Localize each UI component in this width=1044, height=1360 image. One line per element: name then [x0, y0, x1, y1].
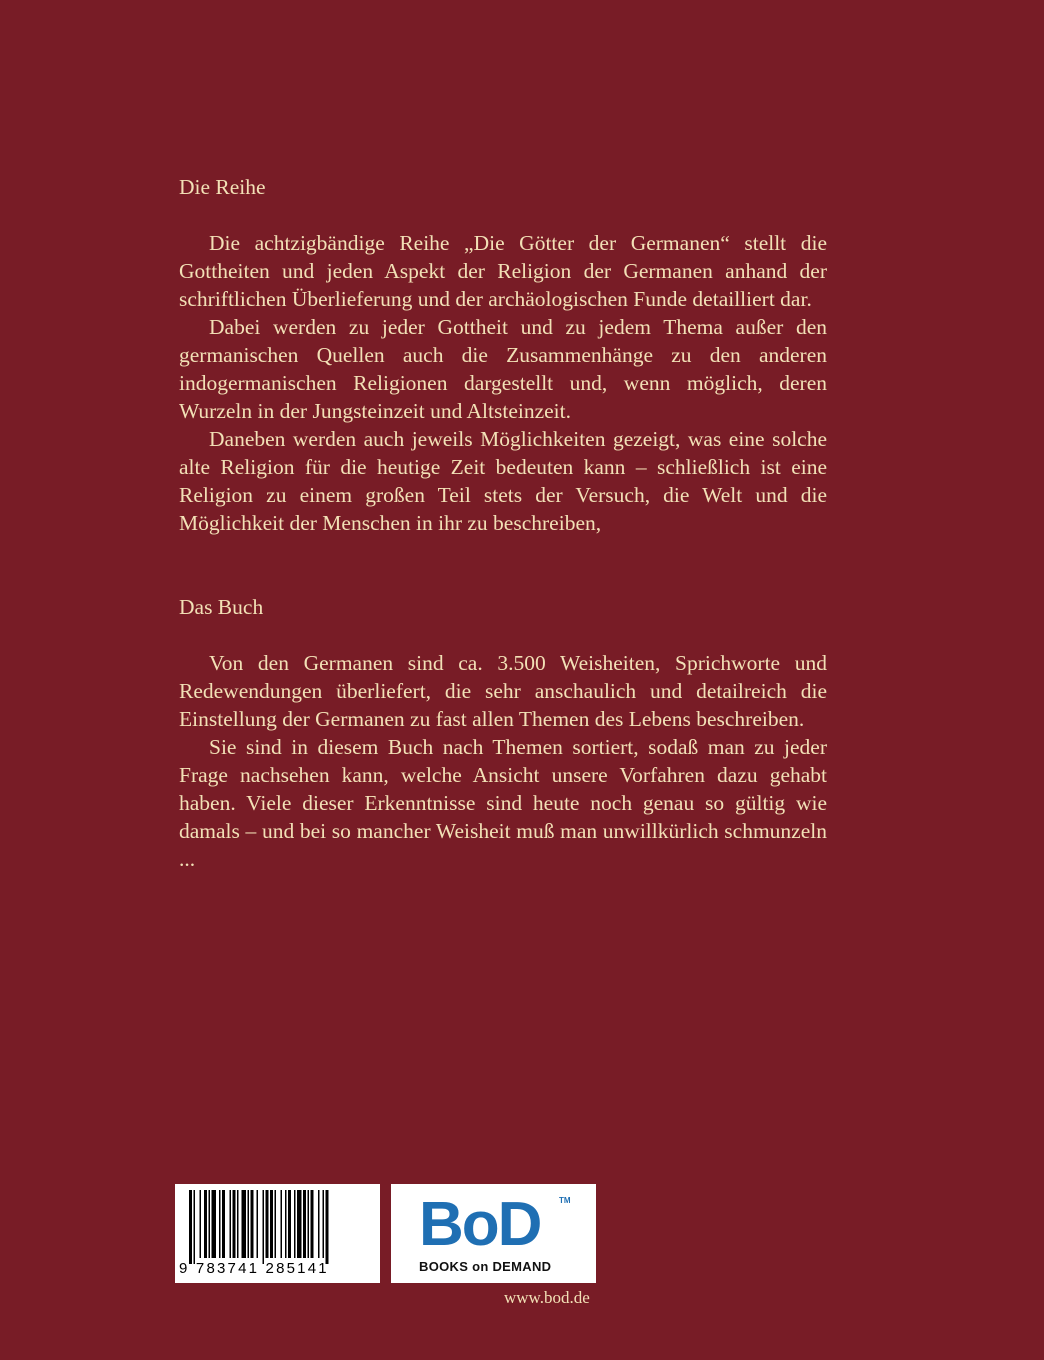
barcode-bar — [257, 1190, 259, 1258]
barcode-bar — [266, 1190, 269, 1258]
barcode-bar — [219, 1190, 221, 1258]
barcode-bar — [281, 1190, 283, 1258]
barcode-bar — [233, 1190, 236, 1258]
barcode-bar — [326, 1190, 329, 1264]
barcode-bar — [237, 1190, 239, 1258]
isbn-barcode — [175, 1184, 380, 1283]
section1-heading: Die Reihe — [179, 175, 266, 199]
barcode-bar — [303, 1190, 306, 1258]
barcode-bar — [318, 1190, 320, 1258]
barcode-bar — [311, 1190, 314, 1258]
publisher-logo-box — [391, 1184, 596, 1283]
barcode-bar — [242, 1190, 247, 1258]
publisher-website: www.bod.de — [504, 1288, 590, 1307]
publisher-tagline: BOOKS on DEMAND — [419, 1259, 552, 1274]
section2-heading: Das Buch — [179, 595, 264, 619]
barcode-bar — [248, 1190, 250, 1258]
barcode-bar — [230, 1190, 232, 1258]
barcode-bar — [204, 1190, 207, 1258]
barcode-bar — [212, 1190, 217, 1258]
barcode-bar — [285, 1190, 287, 1258]
barcode-bar — [194, 1190, 196, 1264]
bod-logo: BoD — [419, 1190, 541, 1259]
barcode-bar — [323, 1190, 325, 1258]
section1-paragraph-3: Daneben werden auch jeweils Möglichkeiten gezeigt, was eine solche alte Religion für die heutige Zeit bedeuten kann – schließlich ist eine Religion zu einem großen Teil stets der Versuch, die Welt und die Möglichkeit der Menschen in ihr zu beschreiben, — [179, 427, 827, 535]
section1-paragraph-2: Dabei werden zu jeder Gottheit und zu jedem Thema außer den germanischen Quellen auch die Zusammenhänge zu den anderen indogermanischen Religionen dargestellt und, wenn möglich, deren Wurzeln in der Jungsteinzeit und Altsteinzeit. — [179, 315, 827, 423]
barcode-bar — [251, 1190, 254, 1258]
barcode-bar — [200, 1190, 202, 1258]
section1-body — [179, 229, 827, 537]
barcode-bar — [189, 1190, 192, 1264]
section2-paragraph-1: Von den Germanen sind ca. 3.500 Weisheiten, Sprichworte und Redewendungen überliefert, die sehr anschaulich und detailreich die Einstellung der Germanen zu fast allen Themen des Lebens beschreiben. — [179, 651, 827, 731]
section2-paragraph-2: Sie sind in diesem Buch nach Themen sortiert, sodaß man zu jeder Frage nachsehen kann, welche Ansicht unsere Vorfahren dazu gehabt haben. Viele dieser Erkenntnisse sind heute noch genau so gültig wie damals – und bei so mancher Weisheit muß man unwillkürlich schmunzeln ... — [179, 735, 827, 871]
barcode-bar — [275, 1190, 277, 1258]
trademark-mark: TM — [559, 1196, 571, 1205]
barcode-bar — [308, 1190, 310, 1258]
barcode-bar — [288, 1190, 291, 1258]
barcode-bar — [297, 1190, 302, 1258]
barcode-bar — [294, 1190, 296, 1258]
barcode-digits: 9 783741 285141 — [179, 1260, 329, 1277]
barcode-bar — [222, 1190, 225, 1258]
section1-paragraph-1: Die achtzigbändige Reihe „Die Götter der Germanen“ stellt die Gottheiten und jeden Aspekt der Religion der Germanen anhand der schriftlichen Überlieferung und der archäologischen Funde detailliert dar. — [179, 231, 827, 311]
barcode-bar — [263, 1190, 265, 1264]
barcode-bar — [270, 1190, 273, 1258]
barcode-bar — [209, 1190, 211, 1258]
section2-body — [179, 649, 827, 873]
